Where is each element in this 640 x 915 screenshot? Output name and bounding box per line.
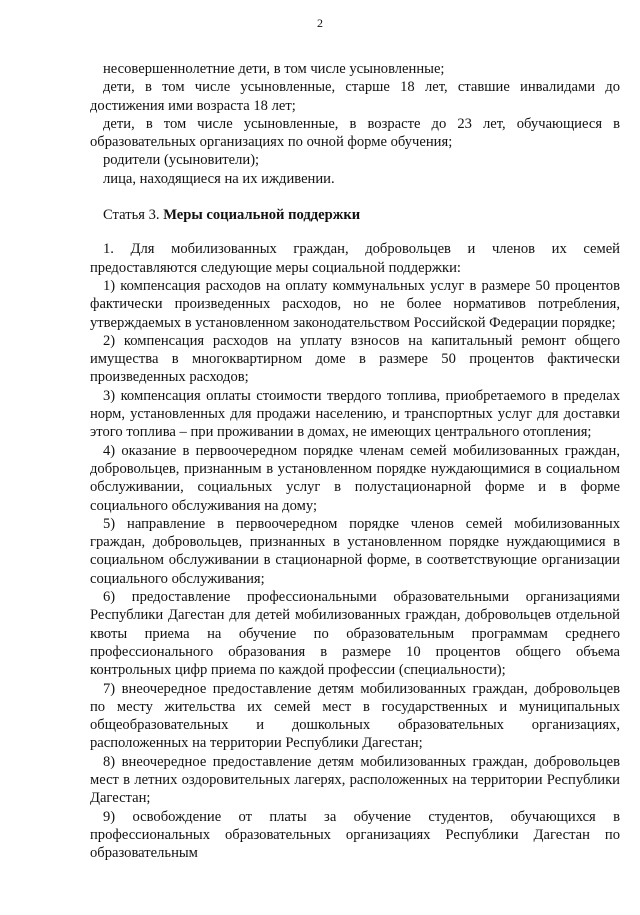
measure-item: 1) компенсация расходов на оплату коммунальных услуг в размере 50 процентов фактически произведенных расходов, но не более нормативов потребления, утверждаемых в установленном законодательством Российской Федерации порядке;	[90, 277, 620, 331]
list-item: лица, находящиеся на их иждивении.	[103, 170, 335, 187]
measure-item: 4) оказание в первоочередном порядке членам семей мобилизованных граждан, добровольцев, признанным в установленном порядке нуждающимися в социальном обслуживании, социальных услуг в полустационарной форме и в форме социального обслуживания на дому;	[90, 442, 620, 514]
document-body	[90, 60, 620, 862]
article-intro: 1. Для мобилизованных граждан, добровольцев и членов их семей предоставляются следующие меры социальной поддержки:	[90, 241, 620, 276]
list-item: родители (усыновители);	[103, 152, 260, 169]
measure-item: 9) освобождение от платы за обучение студентов, обучающихся в профессиональных образовательных организациях Республики Дагестан по образовательным	[90, 808, 620, 862]
measure-item: 8) внеочередное предоставление детям мобилизованных граждан, добровольцев мест в летних оздоровительных лагерях, расположенных на территории Республики Дагестан;	[90, 753, 620, 807]
page-number: 2	[317, 16, 323, 30]
measure-item: 6) предоставление профессиональными образовательными организациями Республики Дагестан для детей мобилизованных граждан, добровольцев отдельной квоты приема на обучение по образовательным программам среднего профессионального образования в размере 10 процентов общего объема контрольных цифр приема по каждой профессии (специальности);	[90, 589, 620, 679]
article-prefix: Статья 3.	[103, 207, 164, 224]
list-item: дети, в том числе усыновленные, в возрасте до 23 лет, обучающиеся в образовательных организациях по очной форме обучения;	[90, 115, 620, 151]
measure-item: 7) внеочередное предоставление детям мобилизованных граждан, добровольцев по месту жительства их семей мест в государственных и муниципальных общеобразовательных и дошкольных образовательных организациях, расположенных на территории Республики Дагестан;	[90, 680, 620, 752]
list-item: несовершеннолетние дети, в том числе усыновленные;	[103, 61, 445, 77]
measure-item: 5) направление в первоочередном порядке членов семей мобилизованных граждан, добровольцев, признанных в установленном порядке нуждающимися в социальном обслуживании в стационарной форме, в соответствующие организации социального обслуживания;	[90, 515, 620, 587]
article-title: Меры социальной поддержки	[163, 207, 361, 224]
article-heading	[90, 206, 620, 224]
list-item: дети, в том числе усыновленные, старше 18 лет, ставшие инвалидами до достижения ими возраста 18 лет;	[90, 79, 620, 114]
measure-item: 3) компенсация оплаты стоимости твердого топлива, приобретаемого в пределах норм, установленных для продажи населению, и транспортных услуг для доставки этого топлива – при проживании в домах, не имеющих центрального отопления;	[90, 387, 620, 441]
measure-item: 2) компенсация расходов на уплату взносов на капитальный ремонт общего имущества в многоквартирном доме в размере 50 процентов фактически произведенных расходов;	[90, 332, 620, 386]
